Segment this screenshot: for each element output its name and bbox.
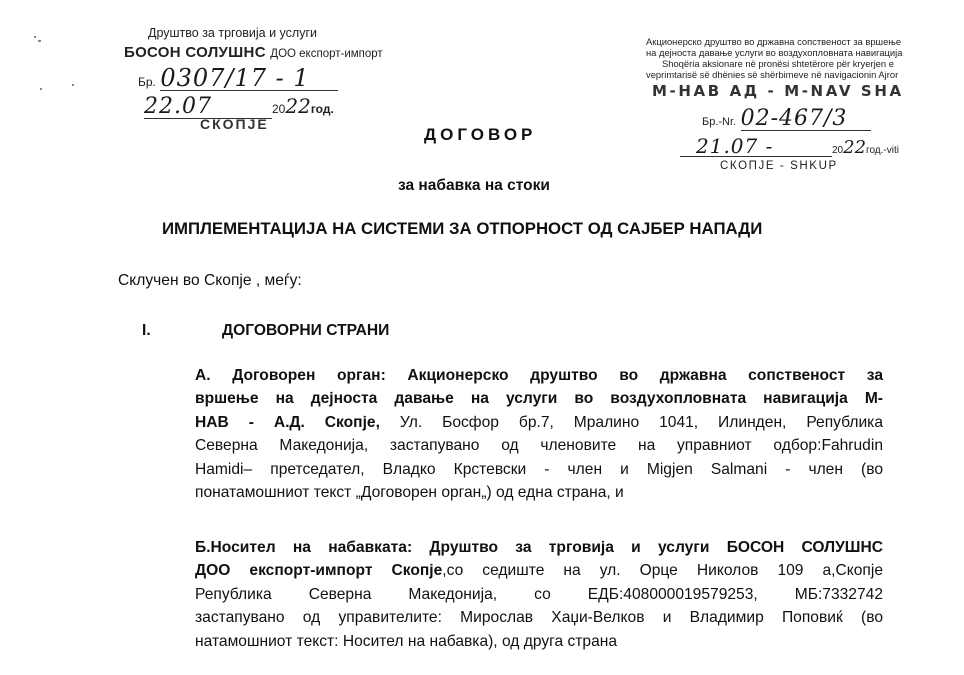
party-b-line	[195, 559, 883, 582]
scan-speck	[72, 84, 74, 86]
right-stamp-city: СКОПЈЕ - SHKUP	[720, 160, 838, 172]
right-stamp-number-value: 02-467/3	[741, 108, 871, 131]
party-a-line: Hamidi– претседател, Владко Крстевски - член и Migjen Salmani - член (во	[195, 460, 883, 478]
left-stamp-number-row	[138, 66, 338, 91]
right-stamp-date-value: 21.07 -	[680, 136, 832, 157]
party-b-line: Република Северна Македонија, со ЕДБ:408000019579253, МБ:7332742	[195, 585, 883, 603]
party-a-bold-segment: НАВ - А.Д. Скопје,	[195, 413, 380, 431]
left-stamp	[118, 24, 383, 136]
scan-speck	[34, 36, 36, 38]
left-stamp-company-line	[124, 44, 383, 62]
right-stamp-year-suffix: год.-viti	[866, 145, 899, 156]
left-stamp-year-prefix: 20	[272, 102, 286, 116]
right-stamp	[640, 36, 940, 176]
party-a-line	[195, 411, 883, 434]
party-a-line: вршење на дејноста давање на услуги во воздухопловната навигација М-	[195, 390, 883, 408]
document-intro: Склучен во Скопје , меѓу:	[118, 272, 302, 289]
left-stamp-city: СКОПЈЕ	[200, 116, 269, 132]
right-stamp-line3: Shoqëria aksionare në pronësi shtetërore për kryerjen e	[662, 58, 894, 69]
document-subtitle: за набавка на стоки	[398, 177, 550, 194]
scan-speck	[38, 40, 41, 42]
right-stamp-line2: на дејноста давање услуги во воздухопловната навигација	[646, 47, 903, 58]
right-stamp-year-value: 22	[843, 137, 867, 158]
left-stamp-line1: Друштво за трговија и услуги	[148, 26, 318, 40]
section-title: ДОГОВОРНИ СТРАНИ	[222, 322, 390, 339]
document-title: ДОГОВОР	[424, 125, 537, 144]
right-stamp-number-row	[702, 108, 871, 131]
party-b-paragraph	[195, 536, 883, 653]
scan-speck	[40, 88, 42, 90]
left-stamp-company-suffix: ДОО експорт-импорт	[270, 48, 383, 60]
left-stamp-number-value: 0307/17 - 1	[160, 66, 338, 91]
party-a-segment: Ул. Босфор бр.7, Мралино 1041, Илинден, Република	[379, 413, 883, 431]
party-b-line: Б.Носител на набавката: Друштво за трговија и услуги БОСОН СОЛУШНС	[195, 539, 883, 556]
left-stamp-number-label: Бр.	[138, 75, 156, 89]
left-stamp-date-value: 22.07	[144, 96, 272, 119]
party-b-line: застапувано од управителите: Мирослав Хаџи-Велков и Владимир Поповиќ (во	[195, 609, 883, 627]
right-stamp-number-label: Бр.-Nr.	[702, 116, 737, 128]
party-a-line: понатамошниот текст „Договорен орган„) од една страна, и	[195, 484, 624, 502]
right-stamp-line4: veprimtarisë së dhënies së shërbimeve në navigacionin Ajror	[646, 69, 899, 80]
right-stamp-company: М-НАВ АД - M-NAV SHA	[652, 82, 904, 100]
right-stamp-date-row	[680, 136, 899, 158]
left-stamp-year-suffix: год.	[310, 102, 334, 116]
left-stamp-year-value: 22	[285, 94, 311, 118]
party-a-paragraph	[195, 364, 883, 504]
party-b-line: натамошниот текст: Носител на набавка), од друга страна	[195, 632, 618, 650]
document-heading: ИМПЛЕМЕНТАЦИЈА НА СИСТЕМИ ЗА ОТПОРНОСТ ОД САЈБЕР НАПАДИ	[162, 219, 763, 238]
section-number: I.	[142, 322, 151, 339]
party-a-line: А. Договорен орган: Акционерско друштво во државна сопственост за	[195, 367, 883, 384]
left-stamp-company: БОСОН СОЛУШНС	[124, 44, 266, 61]
party-b-bold-segment: ДОО експорт-импорт Скопје	[195, 562, 443, 580]
right-stamp-line1: Акционерско друштво во државна сопственост за вршење	[646, 36, 902, 47]
party-b-segment: ,со седиште на ул. Орце Николов 109 а,Скопје	[442, 562, 883, 580]
right-stamp-year-prefix: 20	[832, 145, 844, 156]
party-a-line: Северна Македонија, застапувано од членовите на управниот одбор:Fahrudin	[195, 437, 883, 455]
